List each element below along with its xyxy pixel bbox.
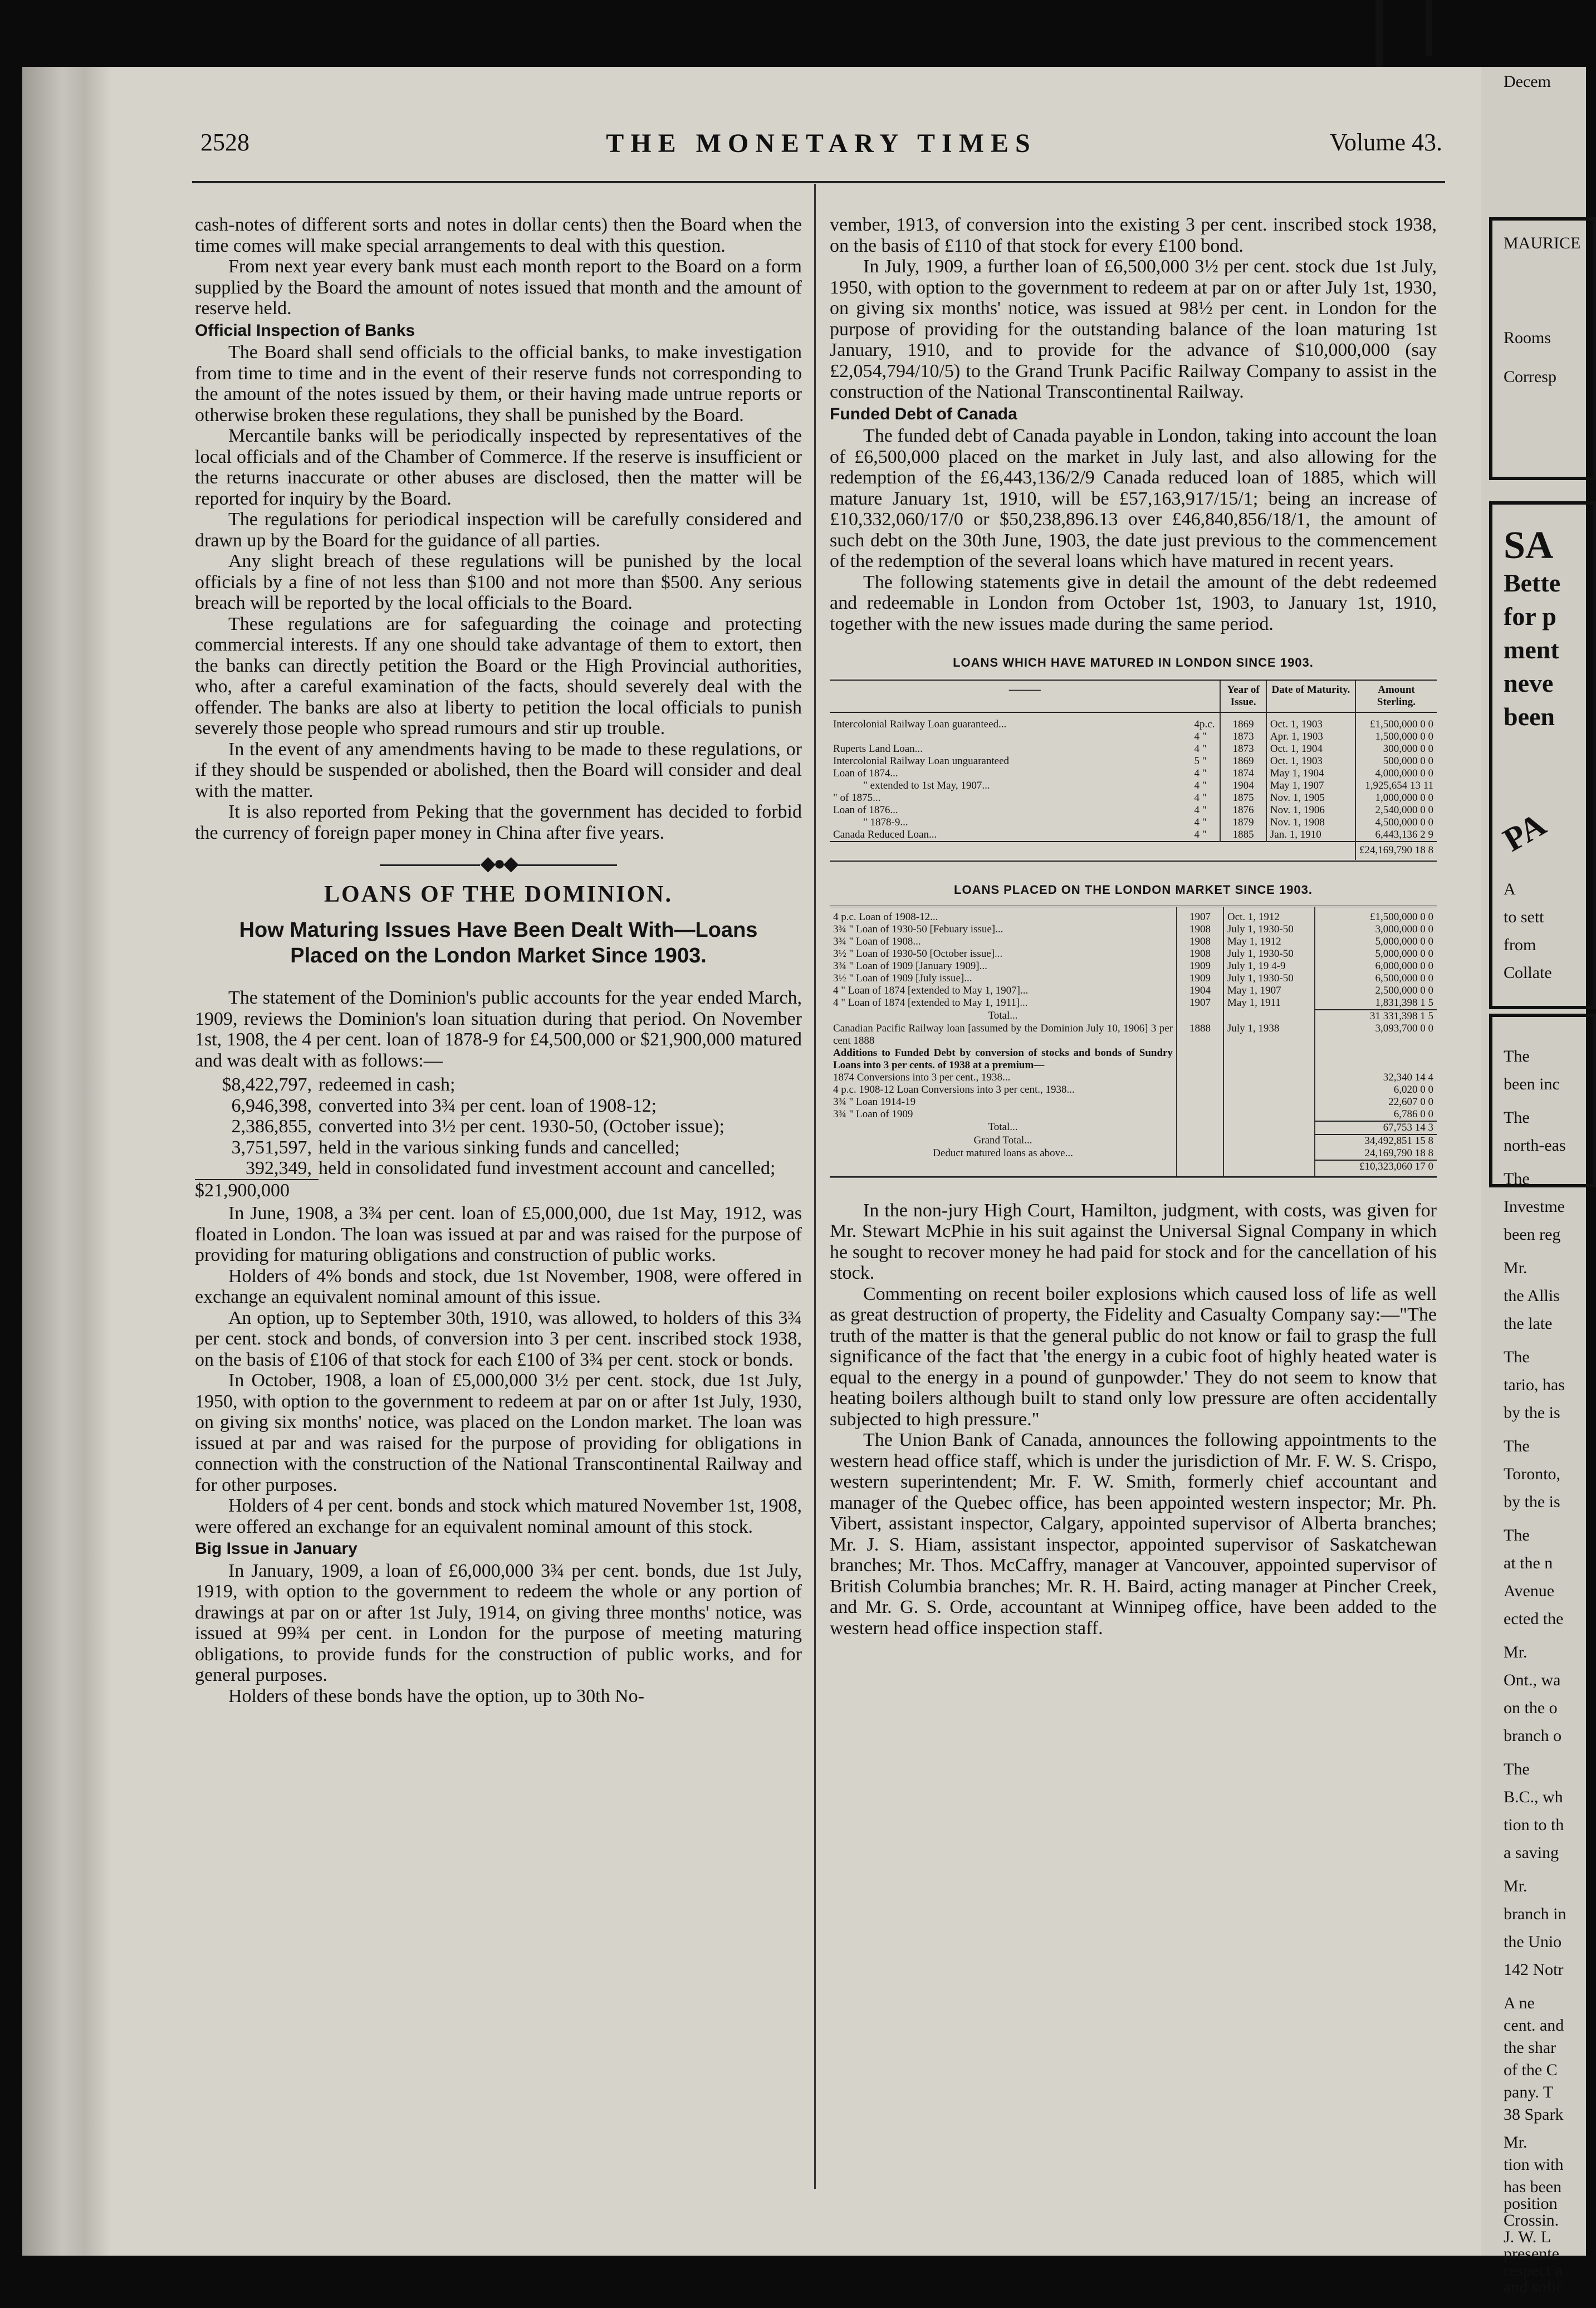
table-row: Canadian Pacific Railway loan [assumed by the Dominion July 10, 1906] 3 per cent 1888 1888 July 1, 1938 3,093,700 0 0 <box>830 1023 1437 1047</box>
adjacent-page-line: B.C., wh <box>1504 1788 1563 1806</box>
adjacent-page-line: PA <box>1497 805 1552 859</box>
adjacent-page-line: tion to th <box>1504 1816 1564 1834</box>
table-row: Loan of 1876... 4 " 1876 Nov. 1, 1906 2,540,000 0 0 <box>830 804 1437 816</box>
paragraph: Any slight breach of these regulations will be punished by the local officials by a fine of not less than $100 and not more than $500. Any serious breach will be reported by the local officials to the Board. <box>195 551 802 613</box>
paragraph: From next year every bank must each month report to the Board on a form supplied by the Board the amount of notes issued that month and the amount of reserve held. <box>195 256 802 319</box>
adjacent-page-line: pany. T <box>1504 2083 1554 2101</box>
adjacent-page-line: Collate <box>1504 964 1552 982</box>
adjacent-page-line: cent. and <box>1504 2016 1564 2035</box>
table-row: 3¾ " Loan of 1909 6,786 0 0 <box>830 1108 1437 1121</box>
table-row: 3¾ " Loan of 1909 [January 1909]... 1909 July 1, 19 4-9 6,000,000 0 0 <box>830 960 1437 972</box>
header-rule <box>192 181 1445 183</box>
adjacent-page-line: A ne <box>1504 1994 1535 2012</box>
list-item: $8,422,797, redeemed in cash; <box>222 1074 456 1095</box>
adjacent-page-line: of the C <box>1504 2061 1558 2079</box>
adjacent-page-line: A <box>1504 880 1516 898</box>
adjacent-page-line: Ont., wa <box>1504 1671 1561 1689</box>
paragraph: Holders of 4% bonds and stock, due 1st November, 1908, were offered in exchange an equivalent nominal amount of this issue. <box>195 1265 802 1307</box>
paragraph: In October, 1908, a loan of £5,000,000 3½ per cent. stock, due 1st July, 1950, with option to the government to redeem at par on or after 1st July, 1930, on giving six months' notice, was placed on the London market. The loan was issued at par and was raised for the purpose of providing for obligations in connection with the construction of the National Transcontinental Railway and for other purposes. <box>195 1370 802 1495</box>
table-row: Loan of 1874... 4 " 1874 May 1, 1904 4,000,000 0 0 <box>830 767 1437 780</box>
paragraph: An option, up to September 30th, 1910, was allowed, to holders of this 3¾ per cent. stock and bonds, of conversion into 3 per cent. inscribed stock 1938, on the basis of £106 of that stock for each £100 of 3¾ per cent. stock or bonds. <box>195 1307 802 1370</box>
table-row: 3¾ " Loan 1914-19 22,607 0 0 <box>830 1096 1437 1108</box>
loans-placed-table <box>830 906 1437 1178</box>
adjacent-page-line: Toronto, <box>1504 1465 1561 1483</box>
adjacent-page-line: 38 Spark <box>1504 2105 1564 2124</box>
paragraph: Mercantile banks will be periodically inspected by representatives of the local officials and of the Chamber of Commerce. If the reserve is insufficient or the returns inaccurate or other abuses are disclosed, then the matter will be reported for inquiry by the Board. <box>195 426 802 509</box>
adjacent-page-line: The <box>1504 1526 1530 1544</box>
paragraph: The regulations for periodical inspection will be carefully considered and drawn up by the Board for the guidance of all parties. <box>195 509 802 551</box>
page-number: 2528 <box>200 129 249 156</box>
table-row: " extended to 1st May, 1907... 4 " 1904 May 1, 1907 1,925,654 13 11 <box>830 780 1437 792</box>
article-deck <box>195 917 802 969</box>
paragraph: The Board shall send officials to the official banks, to make investigation from time to time and in the event of their reserve funds not corresponding to the amount of the notes issued by them, or their having made untrue reports or otherwise broken these regulations, they shall be punished by the Board. <box>195 342 802 426</box>
adjacent-page-line: been <box>1504 702 1555 731</box>
journal-title: THE MONETARY TIMES <box>606 129 1037 158</box>
right-column <box>830 214 1437 1639</box>
table-row: Additions to Funded Debt by conversion of stocks and bonds of Sundry Loans into 3 per cents. of 1938 at a premium— <box>830 1047 1437 1072</box>
adjacent-page-line: at the n <box>1504 1554 1553 1572</box>
adjacent-page-line: Rooms <box>1504 329 1551 347</box>
adjacent-page-line: ected the <box>1504 1610 1564 1628</box>
adjacent-page-line: presente <box>1504 2245 1559 2263</box>
list-item: 2,386,855, converted into 3½ per cent. 1930-50, (October issue); <box>231 1116 724 1137</box>
adjacent-page-line: Mr. <box>1504 1643 1528 1661</box>
left-column <box>195 214 802 1706</box>
paragraph: The Union Bank of Canada, announces the following appointments to the western head office staff, which is under the jurisdiction of Mr. F. W. S. Crispo, western superintendent; Mr. F. W. Smith, formerly chief accountant and manager of the Quebec office, has been appointed western inspector; Mr. Ph. Vibert, assistant inspector, Calgary, appointed supervisor of Alberta branches; Mr. J. S. Hiam, assistant inspector, appointed supervisor of Saskatchewan branches; Mr. Thos. McCaffry, manager at Vancouver, appointed supervisor of British Columbia branches; Mr. R. H. Baird, acting manager at Pincher Creek, and Mr. G. S. Orde, accountant at Winnipeg office, have been added to the western head office inspection staff. <box>830 1430 1437 1639</box>
adjacent-page-line: The <box>1504 1108 1530 1127</box>
adjacent-page-line: the Unio <box>1504 1933 1562 1951</box>
table-header: ——— <box>830 679 1220 712</box>
adjacent-page-line: SA <box>1504 524 1554 567</box>
column-divider <box>814 184 816 2189</box>
adjacent-page-line: tion with <box>1504 2155 1564 2174</box>
paragraph: Holders of these bonds have the option, up to 30th No- <box>228 1685 644 1706</box>
paragraph: In the event of any amendments having to be made to these regulations, or if they should be suspended or abolished, then the Board will consider and deal with the matter. <box>195 739 802 801</box>
adjacent-page-line: respect a <box>1504 2261 1563 2280</box>
table-row: 4 " Loan of 1874 [extended to May 1, 1907]... 1904 May 1, 1907 2,500,000 0 0 <box>830 985 1437 997</box>
adjacent-page-line: has been <box>1504 2178 1562 2196</box>
table-row <box>830 907 1437 911</box>
adjacent-page-line: position <box>1504 2194 1558 2213</box>
paragraph: The statement of the Dominion's public accounts for the year ended March, 1909, reviews the Dominion's loan situation during that period. On November 1st, 1908, the 4 per cent. loan of 1878-9 for £4,500,000 or $21,900,000 matured and was dealt with as follows:— <box>195 987 802 1071</box>
adjacent-page-line: neve <box>1504 669 1554 697</box>
adjacent-page-line: Bette <box>1504 569 1561 597</box>
paragraph: These regulations are for safeguarding the coinage and protecting commercial interests. If any one should take advantage of them to extort, then the banks can directly petition the Board or the High Provincial authorities, who, after a careful examination of the facts, should severely deal with the offender. The banks are also at liberty to petition the local officials to punish severely those people who spread rumours and stir up trouble. <box>195 613 802 739</box>
table-row: Intercolonial Railway Loan unguaranteed 5 " 1869 Oct. 1, 1903 500,000 0 0 <box>830 755 1437 767</box>
list-item: 3,751,597, held in the various sinking funds and cancelled; <box>231 1137 680 1158</box>
paragraph: Commenting on recent boiler explosions which caused loss of life as well as great destruction of property, the Fidelity and Casualty Company say:—"The truth of the matter is that the general public do not know or fail to grasp the full significance of the fact that 'the energy in a cubic foot of highly heated water is equal to the energy in a pound of gunpowder.' They do not seem to know that heating boilers although built to stand only low pressure are often accidentally subjected to high pressure." <box>830 1283 1437 1430</box>
paragraph: vember, 1913, of conversion into the existing 3 per cent. inscribed stock 1938, on the basis of £110 of that stock for every £100 bond. <box>830 214 1437 256</box>
table-subtotal-row: Total... 67,753 14 3 <box>830 1121 1437 1135</box>
adjacent-page-line: been inc <box>1504 1075 1560 1093</box>
adjacent-page-line: branch in <box>1504 1905 1566 1923</box>
paragraph: It is also reported from Peking that the government has decided to forbid the currency of foreign paper money in China after five years. <box>195 801 802 843</box>
table-row: Canada Reduced Loan... 4 " 1885 Jan. 1, 1910 6,443,136 2 9 <box>830 829 1437 842</box>
table-row: " 1878-9... 4 " 1879 Nov. 1, 1908 4,500,000 0 0 <box>830 816 1437 829</box>
adjacent-page-line: on the o <box>1504 1699 1558 1717</box>
adjacent-page-line: The <box>1504 1348 1530 1366</box>
table-row: 4 p.c. 1908-12 Loan Conversions into 3 per cent., 1938... 6,020 0 0 <box>830 1084 1437 1096</box>
table-title: LOANS PLACED ON THE LONDON MARKET SINCE 1903. <box>954 882 1313 897</box>
table-row: Intercolonial Railway Loan guaranteed... 4p.c. 1869 Oct. 1, 1903 £1,500,000 0 0 <box>830 712 1437 731</box>
adjacent-page-line: a saving <box>1504 1844 1559 1862</box>
paragraph: In July, 1909, a further loan of £6,500,000 3½ per cent. stock due 1st July, 1950, with option to the government to redeem at par on or after July 1st, 1930, on giving six months' notice, was issued at 98½ per cent. in London for the purpose of providing for the outstanding balance of the loan maturing 1st January, 1910, and to provide for the advance of $10,000,000 (say £2,054,794/10/5) to the Grand Trunk Pacific Railway Company to assist in the construction of the National Transcontinental Railway. <box>830 256 1437 402</box>
list-item: 392,349, held in consolidated fund investment account and cancelled; <box>246 1158 776 1179</box>
volume-label: Volume 43. <box>1329 129 1442 156</box>
table-total-row: £24,169,790 18 8 <box>830 842 1437 861</box>
table-row: " of 1875... 4 " 1875 Nov. 1, 1905 1,000,000 0 0 <box>830 792 1437 804</box>
list-total: $21,900,000 <box>195 1179 802 1201</box>
table-header: Date of Maturity. <box>1266 679 1355 712</box>
adjacent-page-line: Crossin. <box>1504 2211 1559 2229</box>
article-deck-line: How Maturing Issues Have Been Dealt With—Loans <box>239 918 758 942</box>
disposition-list <box>195 1074 802 1201</box>
adjacent-page-line: been reg <box>1504 1225 1561 1244</box>
subheading: Funded Debt of Canada <box>830 404 1017 423</box>
adjacent-page-fragment <box>1481 67 1586 2296</box>
adjacent-page-line: The <box>1504 1170 1530 1188</box>
table-row: 4 " 1873 Apr. 1, 1903 1,500,000 0 0 <box>830 731 1437 743</box>
adjacent-page-line: Decem <box>1504 72 1551 91</box>
adjacent-page-line: Mr. <box>1504 2133 1528 2151</box>
adjacent-page-line: 142 Notr <box>1504 1960 1564 1979</box>
paragraph: The following statements give in detail the amount of the debt redeemed and redeemable in London from October 1st, 1903, to January 1st, 1910, together with the new issues made during the same period. <box>830 571 1437 634</box>
scan-dark-mark <box>1426 0 1432 56</box>
paragraph: In the non-jury High Court, Hamilton, judgment, with costs, was given for Mr. Stewart McPhie in his suit against the Universal Signal Company in which he sought to recover money he had paid for stock and for the cancellation of his stock. <box>830 1200 1437 1283</box>
advert-box <box>1489 217 1596 480</box>
adjacent-page-line: branch o <box>1504 1727 1562 1745</box>
list-item: 6,946,398, converted into 3¾ per cent. loan of 1908-12; <box>231 1095 657 1116</box>
adjacent-page-line: by the is <box>1504 1404 1560 1422</box>
adjacent-page-line: the Allis <box>1504 1287 1560 1305</box>
table-row: 3½ " Loan of 1909 [July issue]... 1909 July 1, 1930-50 6,500,000 0 0 <box>830 972 1437 985</box>
table-title: LOANS WHICH HAVE MATURED IN LONDON SINCE 1903. <box>953 656 1314 669</box>
adjacent-page-line: Corresp <box>1504 368 1556 386</box>
paragraph: In January, 1909, a loan of £6,000,000 3¾ per cent. bonds, due 1st July, 1919, with option to the government to redeem the whole or any portion of drawings at par on or after 1st July, 1914, on giving three months' notice, was issued at 99¾ per cent. in London for the purpose of meeting maturing obligations, to provide funds for the construction of public works, and for general purposes. <box>195 1560 802 1685</box>
table-header-row <box>830 679 1437 712</box>
scan-dark-mark <box>1375 0 1383 67</box>
paragraph: In June, 1908, a 3¾ per cent. loan of £5,000,000, due 1st May, 1912, was floated in London. The loan was issued at par and was raised for the purpose of providing for maturing obligations and construction of public works. <box>195 1203 802 1265</box>
table-row: 4 p.c. Loan of 1908-12... 1907 Oct. 1, 1912 £1,500,000 0 0 <box>830 911 1437 923</box>
table-header: Amount Sterling. <box>1355 679 1437 712</box>
section-ornament: ◆●◆ <box>195 853 802 874</box>
adjacent-page-line: MAURICE <box>1504 234 1581 252</box>
table-row: 3¾ " Loan of 1930-50 [Febuary issue]... 1908 July 1, 1930-50 3,000,000 0 0 <box>830 923 1437 936</box>
table-row: 4 " Loan of 1874 [extended to May 1, 1911]... 1907 May 1, 1911 1,831,398 1 5 <box>830 997 1437 1010</box>
adjacent-page-line: Avenue <box>1504 1582 1555 1600</box>
table-subtotal-row: Total... 31 331,398 1 5 <box>830 1010 1437 1023</box>
adjacent-page-line: Mr. <box>1504 1259 1528 1277</box>
paragraph: cash-notes of different sorts and notes in dollar cents) then the Board when the time comes will make special arrangements to deal with this question. <box>195 214 802 256</box>
subheading: Official Inspection of Banks <box>195 321 415 340</box>
adjacent-page-line: the shar <box>1504 2038 1556 2057</box>
article-deck-line: Placed on the London Market Since 1903. <box>290 944 707 967</box>
adjacent-page-line: J. W. L <box>1504 2228 1551 2246</box>
adjacent-page-line: ment <box>1504 635 1559 664</box>
adjacent-page-line: Investme <box>1504 1197 1565 1216</box>
adjacent-page-line: Mr. <box>1504 1877 1528 1895</box>
table-grand-total-row: Grand Total... 34,492,851 15 8 <box>830 1135 1437 1147</box>
news-items <box>830 1200 1437 1639</box>
table-net-row: £10,323,060 17 0 <box>830 1160 1437 1177</box>
article-title: LOANS OF THE DOMINION. <box>324 881 673 907</box>
table-row: Ruperts Land Loan... 4 " 1873 Oct. 1, 1904 300,000 0 0 <box>830 743 1437 755</box>
page-header <box>200 128 1442 162</box>
table-header: Year of Issue. <box>1220 679 1266 712</box>
adjacent-page-line: tario, has <box>1504 1376 1565 1394</box>
subheading: Big Issue in January <box>195 1539 358 1558</box>
table-row: 3½ " Loan of 1930-50 [October issue]... 1908 July 1, 1930-50 5,000,000 0 0 <box>830 948 1437 960</box>
adjacent-page-line: The <box>1504 1437 1530 1455</box>
adjacent-page-line: for p <box>1504 602 1556 630</box>
paragraph: Holders of 4 per cent. bonds and stock which matured November 1st, 1908, were offered an exchange for an equivalent nominal amount of this stock. <box>195 1495 802 1537</box>
table-row: 3¾ " Loan of 1908... 1908 May 1, 1912 5,000,000 0 0 <box>830 936 1437 948</box>
table-row: 1874 Conversions into 3 per cent., 1938... 32,340 14 4 <box>830 1072 1437 1084</box>
paragraph: The funded debt of Canada payable in London, taking into account the loan of £6,500,000 placed on the market in July last, and also allowing for the redemption of the £6,443,136/2/9 Canada reduced loan of 1885, which will mature January 1st, 1910, will be £57,163,917/15/1; being an increase of £10,332,060/17/0 or $50,238,896.13 over £46,840,856/18/1, the amount of such debt on the 30th June, 1903, the date just previous to the commencement of the redemption of the several loans which have matured in recent years. <box>830 426 1437 571</box>
page-binding-shadow <box>22 67 111 2256</box>
adjacent-page-line: by the is <box>1504 1493 1560 1511</box>
adjacent-page-line: north-eas <box>1504 1136 1566 1155</box>
adjacent-page-line: and solic <box>1504 2278 1564 2296</box>
matured-loans-table <box>830 679 1437 862</box>
table-deduct-row: Deduct matured loans as above... 24,169,790 18 8 <box>830 1147 1437 1160</box>
adjacent-page-line: The <box>1504 1047 1530 1065</box>
adjacent-page-line: to sett <box>1504 908 1544 926</box>
adjacent-page-line: from <box>1504 936 1536 954</box>
adjacent-page-line: The <box>1504 1760 1530 1778</box>
advert-box <box>1489 1014 1596 1187</box>
adjacent-page-line: the late <box>1504 1314 1553 1333</box>
